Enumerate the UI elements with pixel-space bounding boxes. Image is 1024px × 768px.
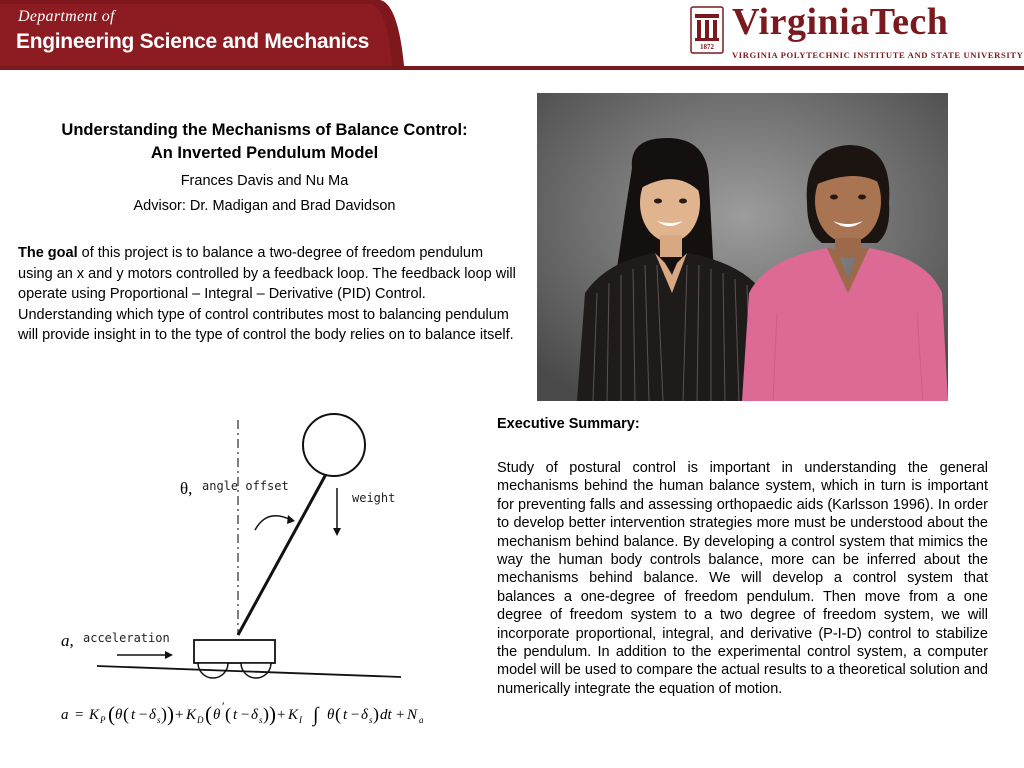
university-seal-icon (690, 6, 724, 54)
svg-text:−: − (139, 707, 148, 723)
svg-text:t: t (131, 707, 136, 723)
svg-text:): ) (263, 704, 269, 724)
acceleration-arrow-icon (165, 651, 173, 659)
title-block (12, 119, 517, 216)
svg-text:δ: δ (251, 707, 258, 723)
svg-text:K: K (89, 707, 100, 723)
svg-text:+: + (175, 707, 184, 723)
svg-text:δ: δ (361, 707, 368, 723)
svg-text:(: ( (225, 704, 231, 724)
svg-text:N: N (407, 707, 418, 723)
acceleration-label: acceleration (83, 631, 170, 645)
svg-text:θ: θ (213, 707, 221, 723)
svg-text:+: + (277, 707, 286, 723)
svg-text:+: + (396, 707, 405, 723)
pendulum-mass (303, 414, 365, 476)
department-banner (0, 0, 404, 66)
department-name: Engineering Science and Mechanics (16, 30, 370, 53)
team-photo (537, 93, 948, 401)
poster-title (12, 119, 517, 165)
theta-symbol: θ, (180, 479, 193, 498)
svg-text:P: P (100, 715, 106, 725)
svg-text:−: − (351, 707, 360, 723)
svg-text:): ) (269, 702, 276, 726)
svg-text:K: K (186, 707, 197, 723)
cart-body (194, 640, 275, 663)
page-header (0, 0, 1024, 70)
svg-text:t: t (343, 707, 348, 723)
svg-text:(: ( (123, 704, 129, 724)
svg-text:): ) (373, 704, 379, 724)
goal-paragraph (18, 243, 518, 346)
svg-text:(: ( (335, 704, 341, 724)
title-line-1: Understanding the Mechanisms of Balance Control: (61, 121, 468, 139)
angle-arrow-icon (287, 515, 295, 524)
summary-body: Study of postural control is important in understanding the general mechanisms behind the human balance system, which in turn is important for preventing falls and assessing orthopaedic aids (Karlsson 1996). In order to develop better intervention strategies more must be understood about the mechanism behind balance. By developing a control system that mimics the way the human body controls balance, more can be inferred about the mechanisms behind balance. We will develop a control system that balances a one-degree of freedom pendulum. Then move from a one degree of freedom system to a two degree of freedom system, we will incorporate proportional, integral, and derivative (P-I-D) control to stabilize the pendulum. In addition to the experimental control system, a computer model will be used to compare the actual results to a theoretical solution and numerically integrate the equation of motion. (497, 460, 988, 697)
weight-arrow-icon (333, 528, 341, 536)
header-divider (0, 66, 1024, 70)
svg-text:s: s (259, 715, 263, 725)
weight-label: weight (352, 491, 396, 505)
control-equation (61, 699, 424, 727)
pendulum-diagram-figure (55, 410, 445, 740)
svg-text:s: s (369, 715, 373, 725)
svg-text:θ: θ (327, 707, 335, 723)
svg-text:(: ( (108, 702, 115, 726)
svg-text:δ: δ (149, 707, 156, 723)
svg-text:s: s (157, 715, 161, 725)
svg-text:): ) (161, 704, 167, 724)
svg-text:D: D (197, 715, 204, 725)
svg-text:a: a (61, 707, 69, 723)
advisor: Advisor: Dr. Madigan and Brad Davidson (133, 198, 396, 214)
svg-text:t: t (233, 707, 238, 723)
svg-text:−: − (241, 707, 250, 723)
svg-text:a: a (419, 715, 424, 725)
goal-lead: The goal (18, 245, 78, 261)
svg-text:dt: dt (380, 707, 392, 723)
authors: Frances Davis and Nu Ma (180, 173, 349, 189)
pendulum-diagram (55, 410, 445, 740)
summary-heading: Executive Summary: (497, 416, 640, 432)
svg-text:I: I (299, 715, 302, 725)
virginia-tech-logo (688, 1, 1024, 64)
angle-offset-label: angle offset (202, 479, 289, 493)
goal-text: of this project is to balance a two-degree of freedom pendulum using an x and y motors controlled by a feedback loop. The feedback loop will operate using Proportional – Integral – Derivative (PID) Control. Understanding which type of control contributes most to balancing pendulum will provide insight in to the type of control the body relies on to balance itself. (18, 245, 516, 344)
svg-text:=: = (75, 707, 84, 723)
seal-year: 1872 (700, 43, 714, 51)
svg-text:K: K (288, 707, 299, 723)
svg-text:(: ( (205, 702, 212, 726)
team-photo-image (537, 93, 948, 401)
title-line-2: An Inverted Pendulum Model (150, 144, 379, 162)
department-label: Department of (18, 8, 115, 25)
svg-text:′: ′ (222, 699, 225, 713)
a-symbol: a, (61, 631, 74, 650)
svg-text:): ) (167, 702, 174, 726)
svg-text:∫: ∫ (313, 704, 319, 726)
brand-subtitle: VIRGINIA POLYTECHNIC INSTITUTE AND STATE UNIVERSITY (732, 50, 1024, 60)
svg-text:θ: θ (115, 707, 123, 723)
brand-name: VirginiaTech (732, 1, 949, 43)
